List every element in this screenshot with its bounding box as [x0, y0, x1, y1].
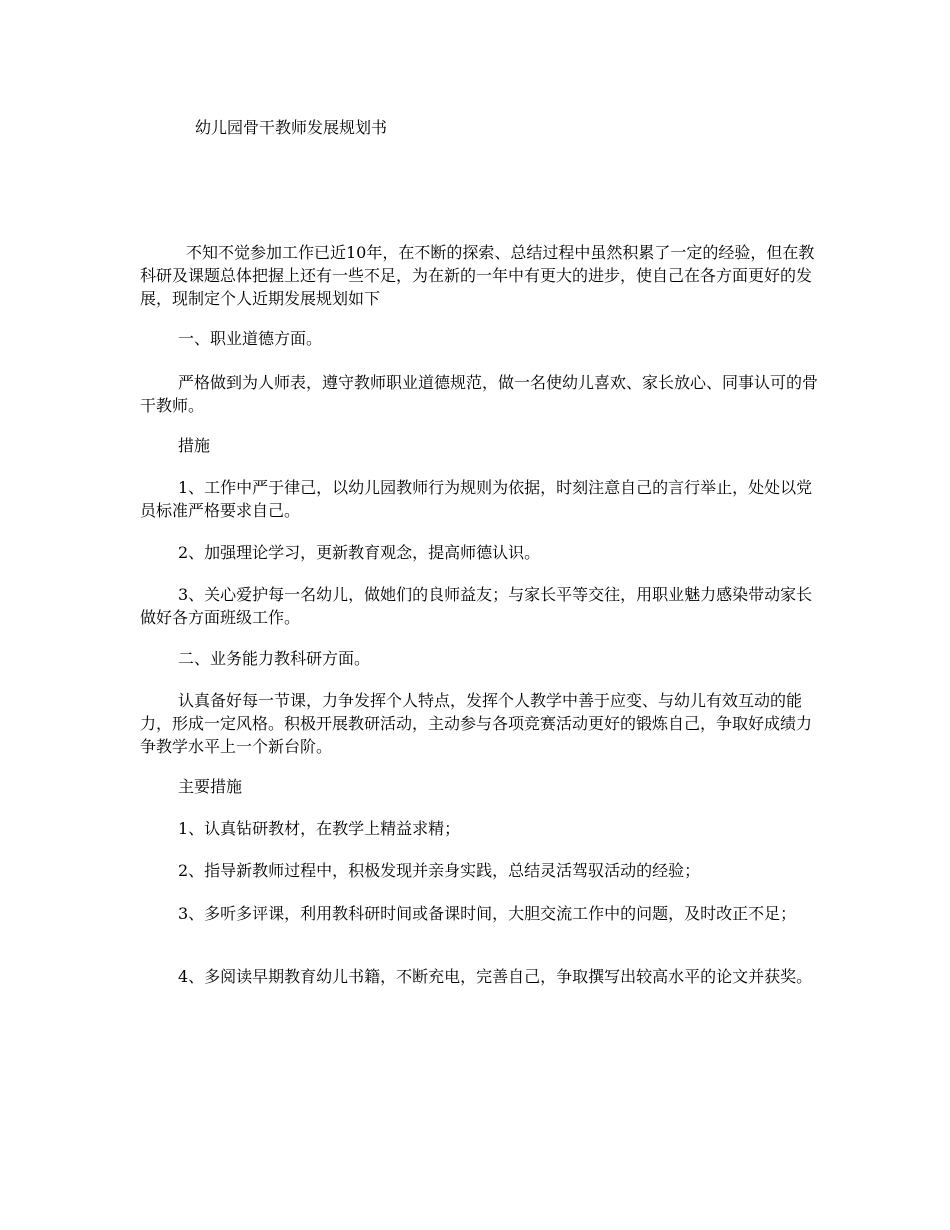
- research-goal-paragraph: 认真备好每一节课，力争发挥个人特点，发挥个人教学中善于应变、与幼儿有效互动的能力，形成一定风格。积极开展教研活动，主动参与各项竞赛活动更好的锻炼自己，争取好成绩力争教学水平上一个新台阶。: [140, 691, 813, 756]
- measure-item-1: 1、工作中严于律己，以幼儿园教师行为规则为依据，时刻注意自己的言行举止，处处以党员标准严格要求自己。: [140, 478, 813, 520]
- document-title: 幼儿园骨干教师发展规划书: [195, 118, 388, 137]
- main-measure-item-1: 1、认真钻研教材，在教学上精益求精；: [178, 819, 461, 838]
- main-measures-heading: 主要措施: [178, 777, 243, 796]
- main-measure-item-3: 3、多听多评课，利用教科研时间或备课时间，大胆交流工作中的问题，及时改正不足；: [178, 904, 797, 923]
- intro-paragraph: 不知不觉参加工作已近10年，在不断的探索、总结过程中虽然积累了一定的经验，但在教科研及课题总体把握上还有一些不足，为在新的一年中有更大的进步，使自己在各方面更好的发展，现制定个人近期发展规划如下: [140, 243, 815, 308]
- section-heading-research: 二、业务能力教科研方面。: [178, 649, 371, 668]
- main-measure-item-2: 2、指导新教师过程中，积极发现并亲身实践，总结灵活驾驭活动的经验；: [178, 861, 701, 880]
- main-measure-item-4: 4、多阅读早期教育幼儿书籍，不断充电，完善自己，争取撰写出较高水平的论文并获奖。: [178, 967, 813, 986]
- measures-heading: 措施: [178, 436, 211, 455]
- measure-item-2: 2、加强理论学习，更新教育观念，提高师德认识。: [178, 543, 541, 562]
- section-heading-ethics: 一、职业道德方面。: [178, 329, 323, 348]
- measure-item-3: 3、关心爱护每一名幼儿，做她们的良师益友；与家长平等交往，用职业魅力感染带动家长做好各方面班级工作。: [140, 585, 813, 627]
- ethics-goal-paragraph: 严格做到为人师表，遵守教师职业道德规范，做一名使幼儿喜欢、家长放心、同事认可的骨干教师。: [140, 373, 819, 415]
